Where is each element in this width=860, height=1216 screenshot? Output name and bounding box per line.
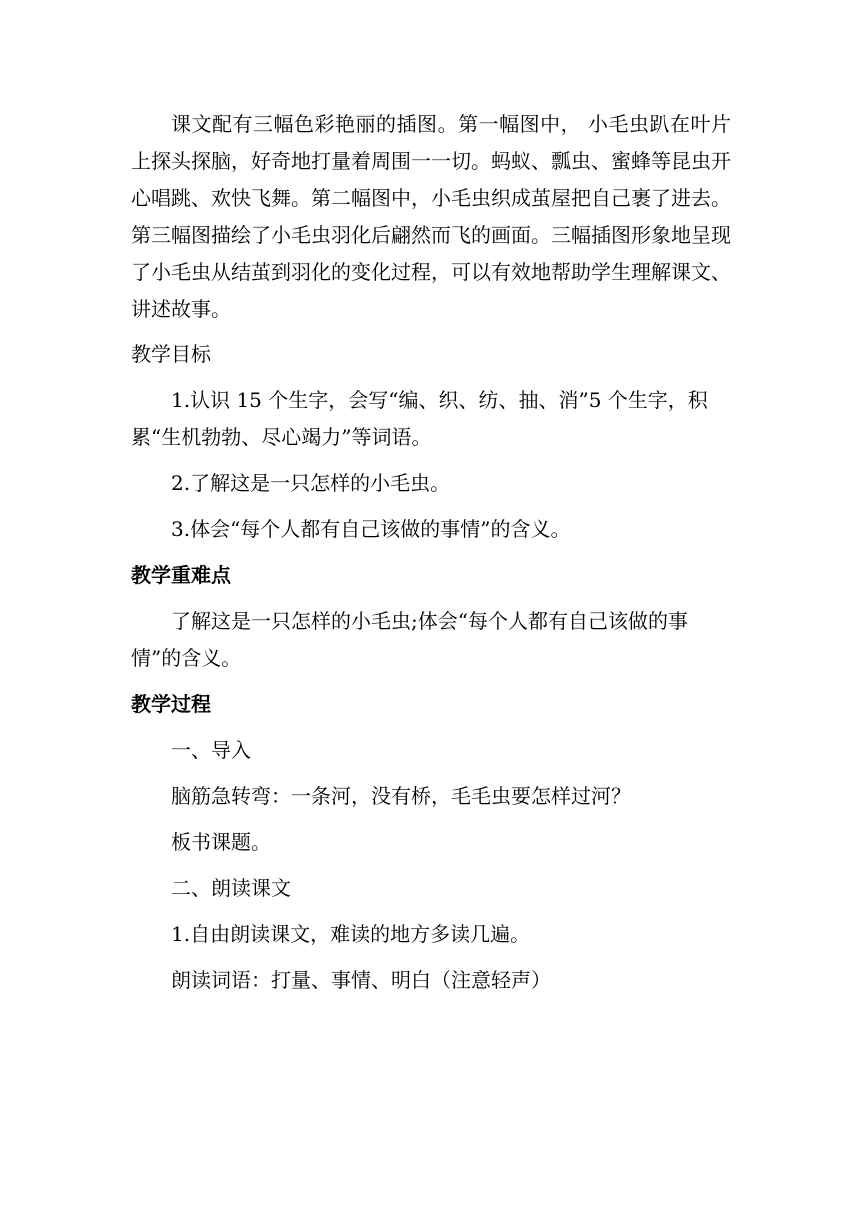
objective-item-1: 1.认识 15 个生字，会写“编、织、纺、抽、消”5 个生字，积累“生机勃勃、尽心竭力”等词语。 bbox=[131, 388, 708, 449]
key-points-heading: 教学重难点 bbox=[131, 563, 231, 587]
section2-step1: 1.自由朗读课文，难读的地方多读几遍。 bbox=[171, 922, 531, 946]
section1-board: 板书课题。 bbox=[171, 830, 271, 854]
section1-title: 一、导入 bbox=[171, 738, 251, 762]
objective-item-3: 3.体会“每个人都有自己该做的事情”的含义。 bbox=[171, 517, 571, 541]
key-points-text: 了解这是一只怎样的小毛虫;体会“每个人都有自己该做的事情”的含义。 bbox=[131, 609, 688, 670]
process-heading: 教学过程 bbox=[131, 692, 211, 716]
objectives-heading: 教学目标 bbox=[131, 342, 211, 366]
section1-riddle: 脑筋急转弯：一条河，没有桥，毛毛虫要怎样过河？ bbox=[171, 784, 631, 808]
objective-item-2: 2.了解这是一只怎样的小毛虫。 bbox=[171, 471, 451, 495]
intro-paragraph: 课文配有三幅色彩艳丽的插图。第一幅图中， 小毛虫趴在叶片上探头探脑，好奇地打量着周围一一切。蚂蚁、瓢虫、蜜蜂等昆虫开心唱跳、欢快飞舞。第二幅图中，小毛虫织成茧屋把自己裹了进去。第三幅图描绘了小毛虫羽化后翩然而飞的画面。三幅插图形象地呈现了小毛虫从结茧到羽化的变化过程，可以有效地帮助学生理解课文、讲述故事。 bbox=[131, 112, 731, 321]
section2-title: 二、朗读课文 bbox=[171, 876, 291, 900]
document-body bbox=[131, 106, 731, 1008]
section2-words: 朗读词语：打量、事情、明白（注意轻声） bbox=[171, 968, 551, 992]
